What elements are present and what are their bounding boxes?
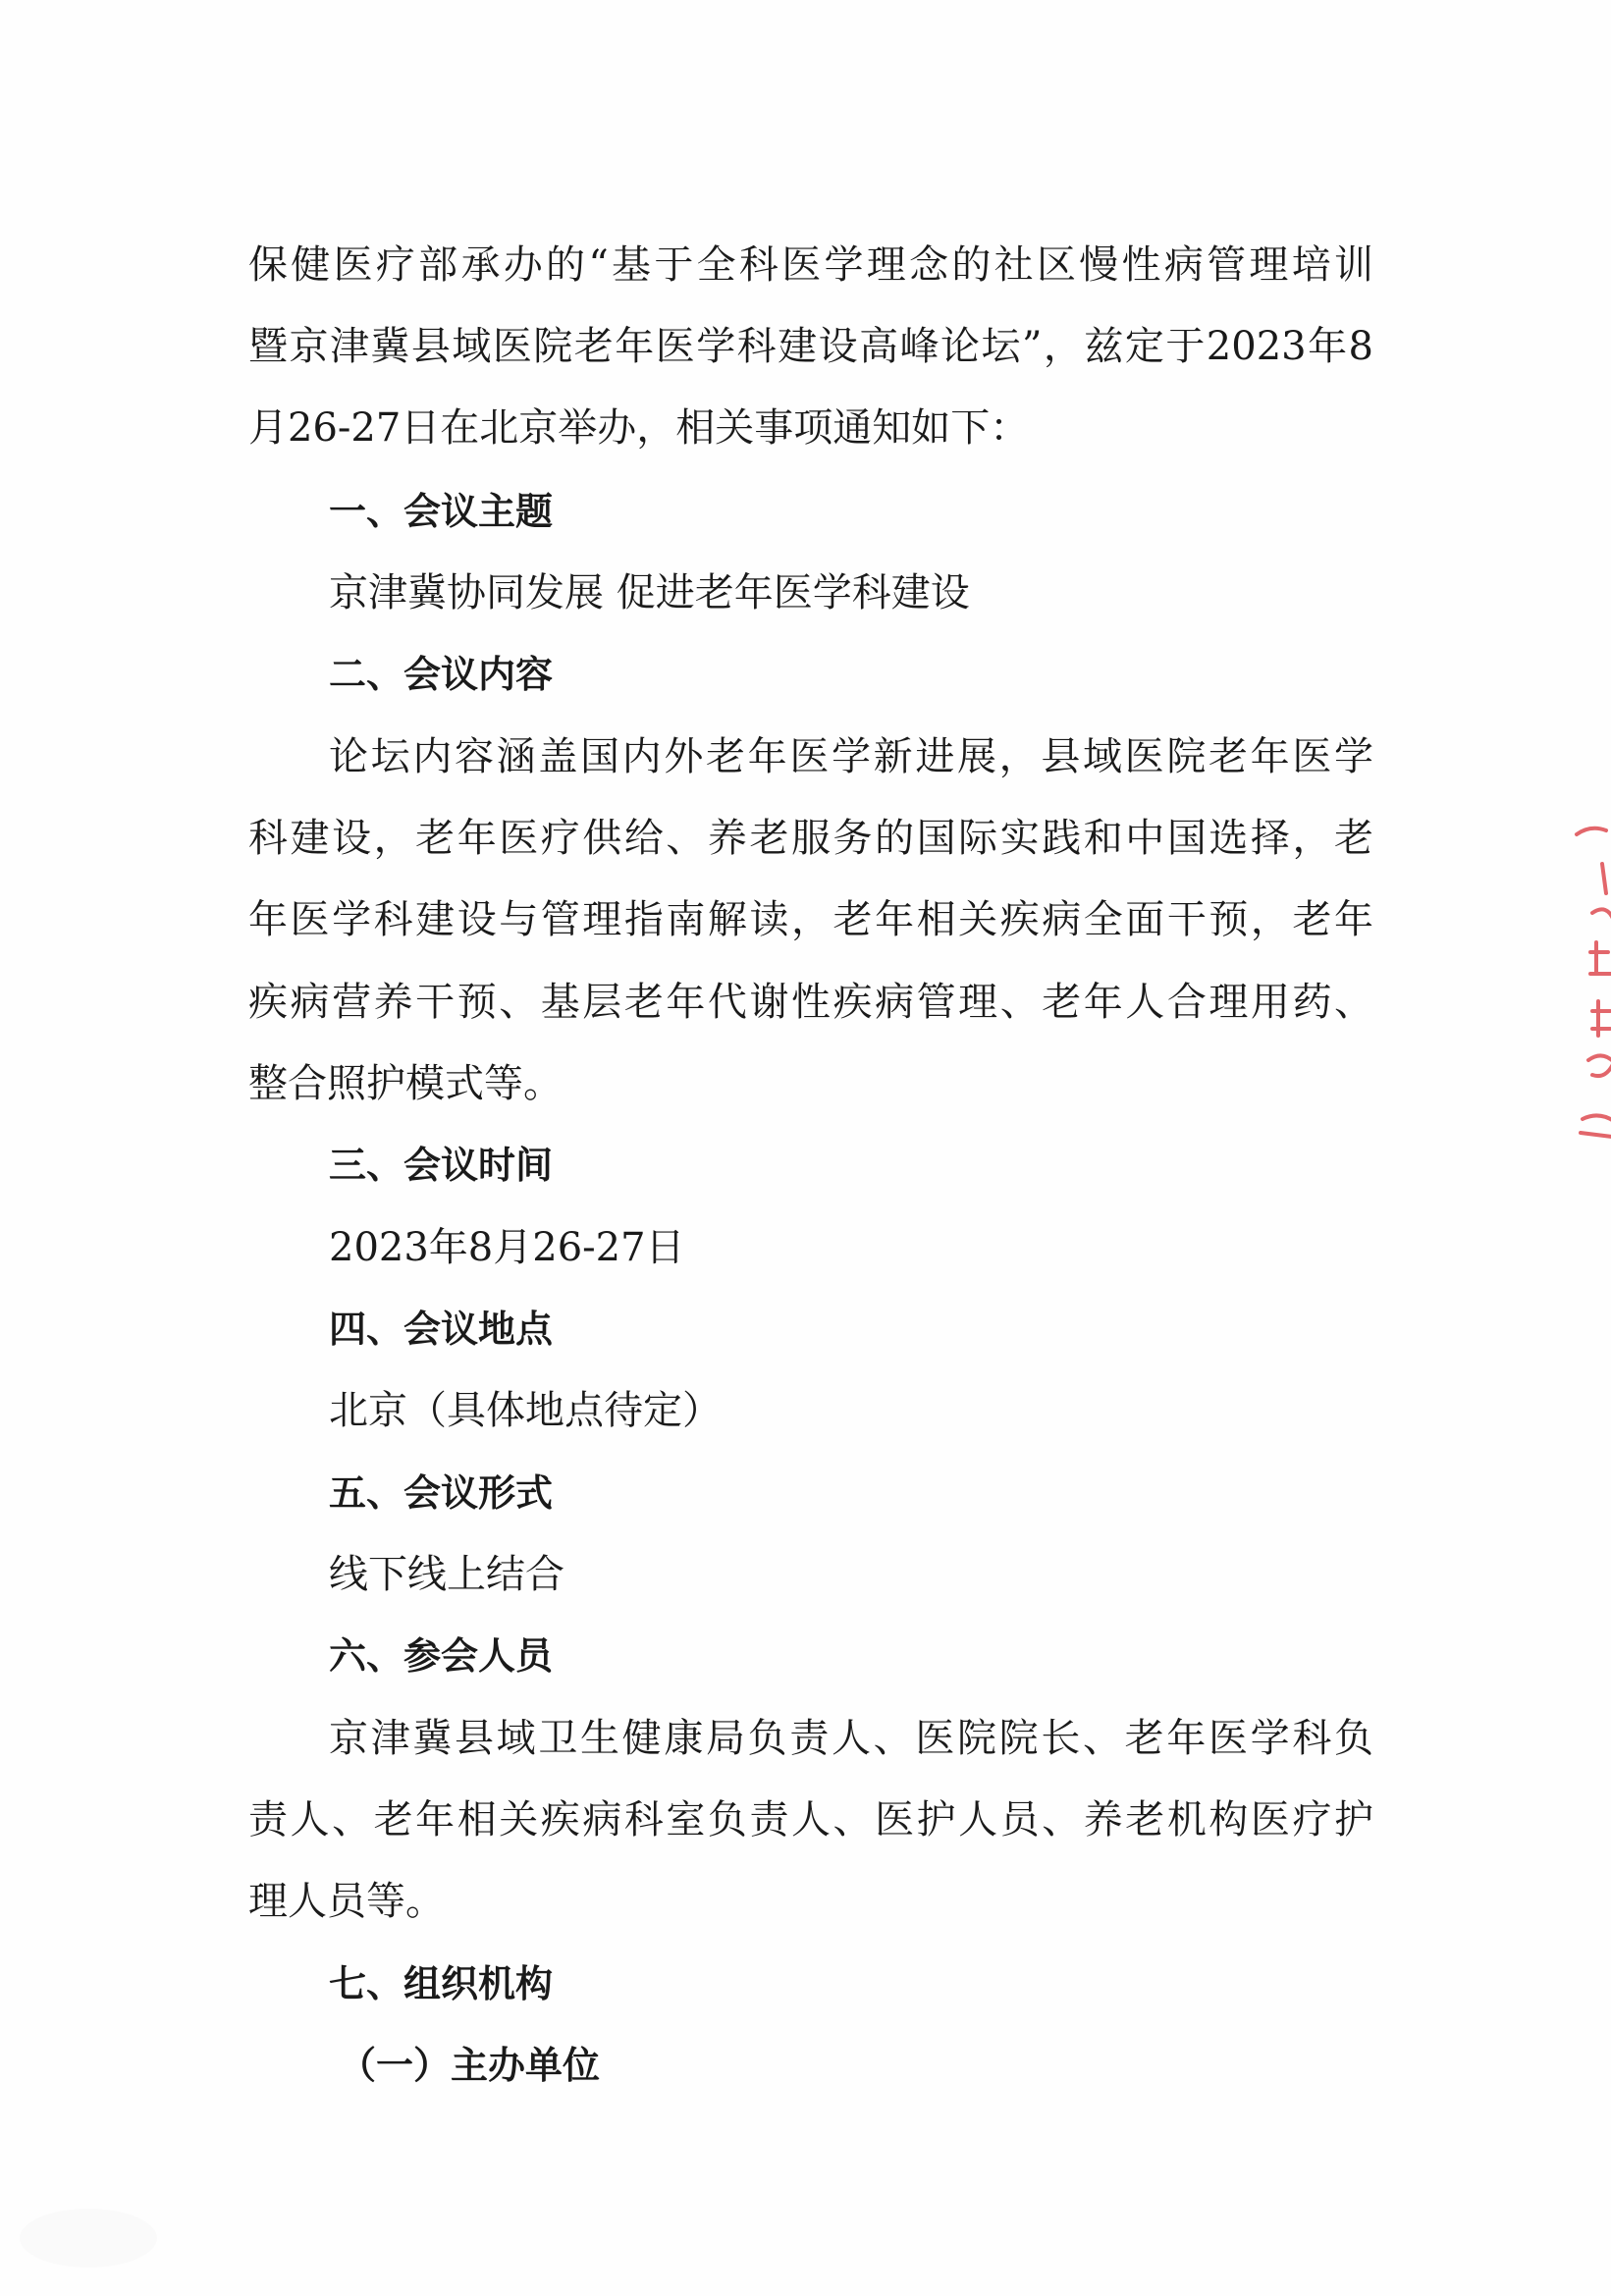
section-2-heading: 二、会议内容: [329, 653, 554, 696]
section-6-line-3: 理人员等。: [248, 1879, 445, 1924]
section-1-heading: 一、会议主题: [329, 490, 554, 533]
section-3-body: 2023年8月26-27日: [329, 1225, 685, 1270]
seal-fragment: [1563, 805, 1611, 1168]
section-1-body: 京津冀协同发展 促进老年医学科建设: [329, 570, 970, 615]
section-7-subheading: （一）主办单位: [339, 2044, 601, 2087]
section-4-heading: 四、会议地点: [329, 1308, 554, 1351]
section-7-heading: 七、组织机构: [329, 1962, 554, 2005]
intro-line-2: 暨京津冀县域医院老年医学科建设高峰论坛”，兹定于2023年8: [248, 324, 1373, 369]
section-6-heading: 六、参会人员: [329, 1634, 554, 1678]
scan-smudge: [20, 2209, 157, 2268]
section-6-line-1: 京津冀县域卫生健康局负责人、医院院长、老年医学科负: [329, 1716, 1373, 1761]
intro-line-3: 月26-27日在北京举办，相关事项通知如下：: [248, 405, 1030, 451]
section-2-line-2: 科建设，老年医疗供给、养老服务的国际实践和中国选择，老: [248, 816, 1373, 861]
section-2-line-1: 论坛内容涵盖国内外老年医学新进展，县域医院老年医学: [329, 734, 1373, 779]
intro-line-1: 保健医疗部承办的“基于全科医学理念的社区慢性病管理培训: [248, 242, 1373, 288]
section-5-heading: 五、会议形式: [329, 1471, 554, 1515]
section-4-body: 北京（具体地点待定）: [329, 1388, 722, 1433]
section-5-body: 线下线上结合: [329, 1552, 564, 1597]
section-2-line-3: 年医学科建设与管理指南解读，老年相关疾病全面干预，老年: [248, 897, 1373, 942]
section-2-line-4: 疾病营养干预、基层老年代谢性疾病管理、老年人合理用药、: [248, 980, 1373, 1025]
section-2-line-5: 整合照护模式等。: [248, 1061, 563, 1106]
section-6-line-2: 责人、老年相关疾病科室负责人、医护人员、养老机构医疗护: [248, 1797, 1373, 1842]
section-3-heading: 三、会议时间: [329, 1144, 554, 1187]
